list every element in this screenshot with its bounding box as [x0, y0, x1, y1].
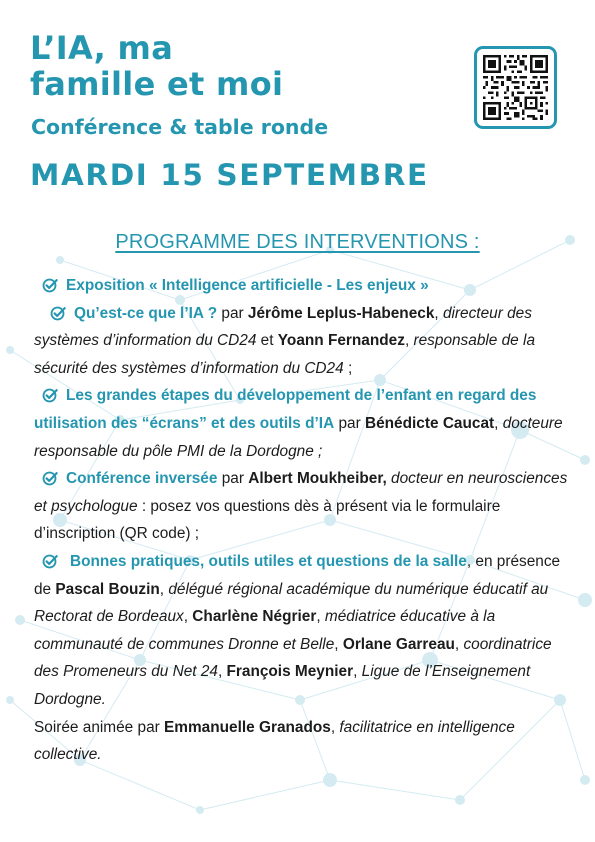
- item1-topic: Exposition « Intelligence artificielle - Les enjeux »: [66, 277, 429, 294]
- connector-text: ,: [159, 580, 169, 598]
- event-title: [30, 30, 283, 102]
- speaker-moukheiber: Albert Moukheiber,: [248, 470, 387, 488]
- role-caucat: docteure responsable du pôle PMI de la Dordogne ;: [34, 414, 563, 460]
- speaker-garreau: Orlane Garreau: [342, 635, 455, 653]
- connector-text: Soirée animée par: [34, 718, 165, 736]
- program-list: [34, 272, 570, 769]
- role-granados: facilitatrice en intelligence collective.: [34, 718, 515, 764]
- speaker-meynier: François Meynier: [226, 663, 354, 681]
- title-line-2: famille et moi: [30, 65, 284, 103]
- connector-text: par: [217, 470, 249, 488]
- connector-text: par: [334, 414, 365, 432]
- checkmark-circle-icon: [42, 387, 58, 403]
- program-item-inverted-conference: [34, 465, 570, 548]
- speaker-leplus-habeneck: Jérôme Leplus-Habeneck: [247, 304, 435, 322]
- speaker-caucat: Bénédicte Caucat: [364, 414, 495, 432]
- connector-text: ,: [494, 414, 503, 432]
- program-heading: PROGRAMME DES INTERVENTIONS :: [115, 231, 480, 253]
- title-line-1: L’IA, ma: [30, 29, 174, 67]
- connector-text: et: [256, 332, 278, 350]
- event-subtitle: Conférence & table ronde: [31, 115, 329, 139]
- checkmark-circle-icon: [50, 305, 66, 321]
- connector-text: ,: [316, 608, 325, 626]
- connector-text: ,: [330, 718, 340, 736]
- role-meynier: Ligue de l’Enseignement Dordogne.: [34, 663, 531, 708]
- connector-text: ;: [343, 359, 353, 377]
- program-item-what-is-ai: [34, 300, 570, 383]
- role-moukheiber: docteur en neurosciences et psychologue: [34, 470, 568, 515]
- qr-code[interactable]: [474, 46, 557, 129]
- closing-line: [34, 714, 570, 769]
- checkmark-circle-icon: [42, 553, 58, 569]
- program-item-best-practices: [34, 548, 570, 714]
- connector-text: ,: [434, 304, 443, 322]
- speaker-bouzin: Pascal Bouzin: [55, 580, 160, 598]
- program-item-exposition: [34, 272, 570, 300]
- connector-text: ,: [183, 608, 193, 626]
- item4-topic: Conférence inversée: [66, 470, 218, 488]
- connector-text: : posez vos questions dès à présent via le formulaire d’inscription (QR code) ;: [34, 497, 501, 543]
- program-item-child-development: [34, 382, 570, 465]
- role-fernandez: responsable de la sécurité des systèmes d’information du CD24: [34, 332, 536, 377]
- speaker-fernandez: Yoann Fernandez: [277, 332, 405, 350]
- role-negrier: médiatrice éducative à la communauté de communes Dronne et Belle: [34, 608, 496, 653]
- speaker-negrier: Charlène Négrier: [192, 608, 317, 626]
- connector-text: ,: [217, 663, 227, 681]
- connector-text: ,: [454, 635, 464, 653]
- role-leplus-habeneck: directeur des systèmes d’information du CD24: [34, 304, 532, 350]
- host-granados: Emmanuelle Granados: [164, 718, 331, 736]
- connector-text: ,: [404, 332, 414, 350]
- qr-code-icon: [483, 55, 548, 120]
- event-date: MARDI 15 SEPTEMBRE: [30, 158, 429, 192]
- connector-text: par: [217, 304, 248, 322]
- role-garreau: coordinatrice des Promeneurs du Net 24: [34, 635, 552, 681]
- checkmark-circle-icon: [42, 470, 58, 486]
- role-bouzin: délégué régional académique du numérique éducatif au Rectorat de Bordeaux: [34, 580, 549, 626]
- connector-text: ,: [353, 663, 362, 681]
- connector-text: , en présence de: [34, 552, 561, 598]
- item5-topic: Bonnes pratiques, outils utiles et questions de la salle: [70, 552, 467, 570]
- checkmark-circle-icon: [42, 277, 58, 293]
- connector-text: ,: [334, 635, 343, 653]
- item2-topic: Qu’est-ce que l’IA ?: [74, 304, 218, 322]
- item3-topic: Les grandes étapes du développement de l’enfant en regard des utilisation des “écrans” et des outils d’IA: [34, 387, 537, 432]
